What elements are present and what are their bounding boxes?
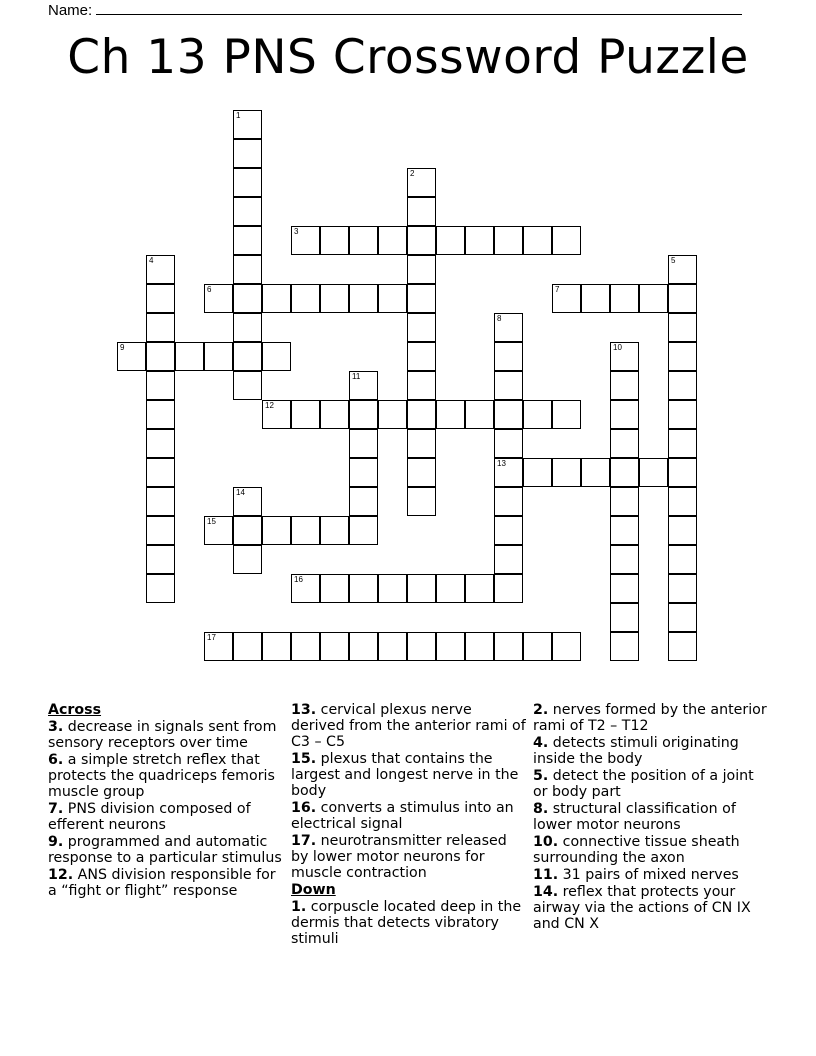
clue-down-8: 8. structural classification of lower motor neurons [533,801,736,833]
grid-cell[interactable] [668,458,697,487]
grid-cell[interactable] [494,226,523,255]
grid-cell[interactable] [494,429,523,458]
grid-cell[interactable] [668,632,697,661]
grid-cell[interactable] [494,400,523,429]
grid-cell[interactable] [233,168,262,197]
grid-cell[interactable] [668,516,697,545]
clue-across-15: 15. plexus that contains the largest and longest nerve in the body [291,751,519,799]
clue-number: 16 [294,575,303,584]
clue-across-17: 17. neurotransmitter released by lower motor neurons for muscle contraction [291,833,507,881]
grid-cell[interactable] [291,516,320,545]
clue-across-13: 13. cervical plexus nerve derived from the anterior rami of C3 – C5 [291,702,526,750]
grid-cell[interactable] [291,400,320,429]
grid-cell[interactable] [262,400,291,429]
grid-cell[interactable] [494,516,523,545]
grid-cell[interactable] [146,342,175,371]
grid-cell[interactable] [320,632,349,661]
grid-cell[interactable] [204,284,233,313]
clue-down-2: 2. nerves formed by the anterior rami of T2 – T12 [533,702,767,734]
clue-across-7: 7. PNS division composed of efferent neurons [48,801,251,833]
clue-number: 9 [120,343,125,352]
clue-across-9: 9. programmed and automatic response to a particular stimulus [48,834,282,866]
grid-cell[interactable] [407,429,436,458]
grid-cell[interactable] [407,313,436,342]
grid-cell[interactable] [378,400,407,429]
grid-cell[interactable] [668,487,697,516]
grid-cell[interactable] [349,400,378,429]
grid-cell[interactable] [552,400,581,429]
grid-cell[interactable] [581,284,610,313]
grid-cell[interactable] [204,516,233,545]
clue-column-2 [291,702,527,948]
clue-across-3: 3. decrease in signals sent from sensory receptors over time [48,719,277,751]
grid-cell[interactable] [291,284,320,313]
grid-cell[interactable] [494,545,523,574]
grid-cell[interactable] [668,429,697,458]
clue-number: 14 [236,488,245,497]
grid-cell[interactable] [494,487,523,516]
clue-down-10: 10. connective tissue sheath surrounding the axon [533,834,740,866]
grid-cell[interactable] [436,226,465,255]
puzzle-title: Ch 13 PNS Crossword Puzzle [67,30,749,85]
grid-cell[interactable] [407,284,436,313]
grid-cell[interactable] [320,400,349,429]
grid-cell[interactable] [378,574,407,603]
grid-cell[interactable] [262,632,291,661]
grid-cell[interactable] [349,632,378,661]
grid-cell[interactable] [407,226,436,255]
grid-cell[interactable] [407,400,436,429]
grid-cell[interactable] [233,545,262,574]
grid-cell[interactable] [465,574,494,603]
grid-cell[interactable] [146,516,175,545]
grid-cell[interactable] [349,284,378,313]
grid-cell[interactable] [407,574,436,603]
grid-cell[interactable] [668,603,697,632]
grid-cell[interactable] [146,429,175,458]
grid-cell[interactable] [320,574,349,603]
grid-cell[interactable] [668,342,697,371]
grid-cell[interactable] [233,284,262,313]
grid-cell[interactable] [639,284,668,313]
grid-cell[interactable] [668,574,697,603]
grid-cell[interactable] [291,632,320,661]
grid-cell[interactable] [175,342,204,371]
grid-cell[interactable] [146,400,175,429]
grid-cell[interactable] [610,603,639,632]
grid-cell[interactable] [581,458,610,487]
grid-cell[interactable] [610,516,639,545]
grid-cell[interactable] [407,371,436,400]
grid-cell[interactable] [233,255,262,284]
name-blank-line[interactable] [96,0,742,15]
grid-cell[interactable] [552,284,581,313]
grid-cell[interactable] [233,371,262,400]
down-heading: Down [291,882,336,898]
grid-cell[interactable] [668,284,697,313]
name-label: Name: [48,2,93,19]
grid-cell[interactable] [610,632,639,661]
clue-down-14: 14. reflex that protects your airway via the actions of CN IX and CN X [533,884,751,932]
clue-down-5: 5. detect the position of a joint or body part [533,768,754,800]
grid-cell[interactable] [610,371,639,400]
grid-cell[interactable] [668,371,697,400]
grid-cell[interactable] [436,574,465,603]
grid-cell[interactable] [146,255,175,284]
grid-cell[interactable] [233,516,262,545]
clue-number: 6 [207,285,212,294]
grid-cell[interactable] [349,487,378,516]
grid-cell[interactable] [262,284,291,313]
grid-cell[interactable] [378,226,407,255]
grid-cell[interactable] [668,255,697,284]
grid-cell[interactable] [233,313,262,342]
grid-cell[interactable] [407,168,436,197]
clue-number: 3 [294,227,299,236]
grid-cell[interactable] [610,574,639,603]
grid-cell[interactable] [639,458,668,487]
grid-cell[interactable] [204,632,233,661]
grid-cell[interactable] [233,632,262,661]
clue-across-12: 12. ANS division responsible for a “fight or flight” response [48,867,276,899]
grid-cell[interactable] [146,371,175,400]
grid-cell[interactable] [407,458,436,487]
grid-cell[interactable] [668,400,697,429]
grid-cell[interactable] [610,284,639,313]
grid-cell[interactable] [349,371,378,400]
grid-cell[interactable] [668,313,697,342]
grid-cell[interactable] [146,487,175,516]
clue-column-1 [48,702,284,900]
grid-cell[interactable] [494,458,523,487]
grid-cell[interactable] [610,487,639,516]
clue-across-16: 16. converts a stimulus into an electrical signal [291,800,514,832]
grid-cell[interactable] [465,400,494,429]
grid-cell[interactable] [407,197,436,226]
clue-number: 7 [555,285,560,294]
grid-cell[interactable] [233,197,262,226]
grid-cell[interactable] [436,400,465,429]
grid-cell[interactable] [349,458,378,487]
clue-number: 8 [497,314,502,323]
grid-cell[interactable] [117,342,146,371]
grid-cell[interactable] [233,342,262,371]
grid-cell[interactable] [233,487,262,516]
grid-cell[interactable] [523,226,552,255]
grid-cell[interactable] [407,487,436,516]
clue-number: 13 [497,459,506,468]
grid-cell[interactable] [204,342,233,371]
grid-cell[interactable] [668,545,697,574]
grid-cell[interactable] [465,632,494,661]
grid-cell[interactable] [523,632,552,661]
grid-cell[interactable] [494,574,523,603]
grid-cell[interactable] [349,429,378,458]
across-heading: Across [48,702,102,718]
grid-cell[interactable] [407,632,436,661]
grid-cell[interactable] [146,284,175,313]
grid-cell[interactable] [146,545,175,574]
grid-cell[interactable] [233,139,262,168]
clue-number: 5 [671,256,676,265]
grid-cell[interactable] [291,574,320,603]
clue-number: 2 [410,169,415,178]
clue-number: 11 [352,372,361,381]
grid-cell[interactable] [262,342,291,371]
grid-cell[interactable] [552,632,581,661]
grid-cell[interactable] [465,226,494,255]
grid-cell[interactable] [262,516,291,545]
grid-cell[interactable] [320,284,349,313]
clue-number: 10 [613,343,622,352]
clue-down-11: 11. 31 pairs of mixed nerves [533,867,739,883]
grid-cell[interactable] [349,574,378,603]
grid-cell[interactable] [320,516,349,545]
clue-number: 1 [236,111,241,120]
grid-cell[interactable] [378,632,407,661]
grid-cell[interactable] [610,458,639,487]
name-field[interactable] [48,0,742,19]
grid-cell[interactable] [349,516,378,545]
clue-number: 12 [265,401,274,410]
grid-cell[interactable] [146,458,175,487]
clue-down-1: 1. corpuscle located deep in the dermis that detects vibratory stimuli [291,899,522,947]
clue-column-3 [533,702,769,933]
grid-cell[interactable] [552,226,581,255]
grid-cell[interactable] [610,342,639,371]
clue-down-4: 4. detects stimuli originating inside the body [533,735,739,767]
grid-cell[interactable] [494,371,523,400]
clue-across-6: 6. a simple stretch reflex that protects the quadriceps femoris muscle group [48,752,275,800]
clue-number: 15 [207,517,216,526]
grid-cell[interactable] [494,632,523,661]
grid-cell[interactable] [233,110,262,139]
clue-number: 17 [207,633,216,642]
grid-cell[interactable] [146,313,175,342]
grid-cell[interactable] [610,545,639,574]
grid-cell[interactable] [291,226,320,255]
grid-cell[interactable] [407,342,436,371]
grid-cell[interactable] [407,255,436,284]
grid-cell[interactable] [523,400,552,429]
grid-cell[interactable] [552,458,581,487]
grid-cell[interactable] [320,226,349,255]
grid-cell[interactable] [436,632,465,661]
grid-cell[interactable] [610,429,639,458]
grid-cell[interactable] [494,313,523,342]
grid-cell[interactable] [146,574,175,603]
grid-cell[interactable] [494,342,523,371]
grid-cell[interactable] [378,284,407,313]
grid-cell[interactable] [233,226,262,255]
grid-cell[interactable] [610,400,639,429]
grid-cell[interactable] [349,226,378,255]
clue-number: 4 [149,256,154,265]
grid-cell[interactable] [523,458,552,487]
